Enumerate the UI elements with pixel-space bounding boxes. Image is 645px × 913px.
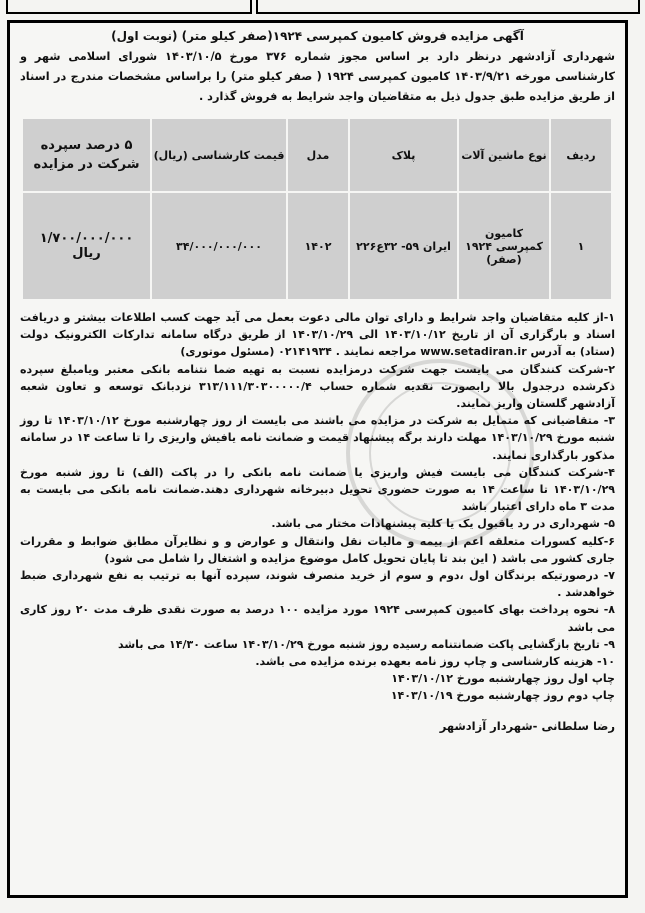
cell-appraised-price: ۳۴/۰۰۰/۰۰۰/۰۰۰	[151, 192, 287, 300]
cell-deposit: ۱/۷۰۰/۰۰۰/۰۰۰ ریال	[22, 192, 151, 300]
second-print-date: چاپ دوم روز چهارشنبه مورخ ۱۴۰۳/۱۰/۱۹	[390, 689, 615, 703]
clause-9: ۹- تاریخ بازگشایی پاکت ضمانتنامه رسیده روز شنبه مورخ ۱۴۰۳/۱۰/۲۹ ساعت ۱۴/۳۰ می باشد	[118, 637, 615, 651]
top-page-edge	[0, 0, 645, 14]
clause-10: ۱۰- هزینه کارشناسی و چاپ روز نامه بعهده برنده مزایده می باشد.	[255, 655, 615, 669]
clause-3: ۳- متقاضیانی که متمایل به شرکت در مزایده می باشند می بایست از روز چهارشنبه مورخ ۱۴۰۳/۱۰/۱۲ تا روز شنبه مورخ ۱۴۰۳/۱۰/۲۹ مهلت دارند برگه پیشنهاد قیمت و ضمانت نامه یافیش واریزی را تا ساعت ۱۴ در سامانه مذکور بارگذاری نمایند.	[20, 414, 615, 462]
clause-1	[20, 309, 615, 361]
clause-1-tail: مراجعه نمایند .	[335, 345, 417, 359]
cell-model: ۱۴۰۲	[287, 192, 349, 300]
clause-1-text: ۱-از کلیه متقاضیان واجد شرایط و دارای توان مالی دعوت بعمل می آید جهت کسب اطلاعات بیشتر و دریافت اسناد و بارگزاری آن از تاریخ ۱۴۰۳/۱۰/۱۲ الی ۱۴۰۳/۱۰/۲۹ از طریق درگاه سامانه تدارکات الکترونیک دولت (ستاد) به آدرس	[20, 311, 615, 359]
clauses-list	[20, 309, 615, 705]
clause-6: ۶-کلیه کسورات متعلقه اعم از بیمه و مالیات نقل وانتقال و عوارض و و نظایرآن مطابق ضوابط و مقررات جاری کشور می باشد ( این بند تا پایان تحویل کامل موضوع مزایده و اشتغال را شامل می شود)	[20, 534, 615, 565]
clause-5: ۵- شهرداری در رد یاقبول یک یا کلیه پیشنهادات مختار می باشد.	[271, 517, 615, 531]
header-model: مدل	[287, 118, 349, 192]
adjacent-ad-border-right	[256, 0, 640, 14]
header-appraised-price: قیمت کارشناسی (ریال)	[151, 118, 287, 192]
first-print-date: چاپ اول روز چهارشنبه مورخ ۱۴۰۳/۱۰/۱۲	[391, 672, 615, 686]
cell-row-number: ۱	[550, 192, 612, 300]
spec-table	[21, 117, 613, 301]
cell-machine-type: کامیون کمپرسی ۱۹۲۴ (صفر)	[458, 192, 550, 300]
clause-8: ۸- نحوه پرداخت بهای کامیون کمپرسی ۱۹۲۴ مورد مزایده ۱۰۰ درصد به صورت نقدی ظرف مدت ۲۰ روز کاری می باشد	[20, 603, 615, 634]
header-plate: پلاک	[349, 118, 458, 192]
clause-4: ۴-شرکت کنندگان می بایست فیش واریزی یا ضمانت نامه بانکی را در پاکت (الف) تا روز شنبه مورخ ۱۴۰۳/۱۰/۲۹ تا ساعت ۱۴ به صورت حضوری تحویل دبیرخانه شهرداری دهند.ضمانت نامه بانکی می بایست به مدت ۳ ماه دارای اعتبار باشد	[20, 465, 615, 514]
adjacent-ad-border-left	[6, 0, 252, 14]
signature: رضا سلطانی -شهردار آزادشهر	[439, 718, 615, 733]
setad-link[interactable]: www.setadiran.ir	[420, 345, 527, 359]
auction-notice	[7, 20, 628, 898]
cell-plate: ایران ۵۹- ۳۲ع۲۲۶	[349, 192, 458, 300]
spec-table-header-row	[22, 118, 612, 192]
header-deposit: ۵ درصد سپرده شرکت در مزایده	[22, 118, 151, 192]
notice-title: آگهی مزایده فروش کامیون کمپرسی ۱۹۲۴(صفر کیلو متر) (نوبت اول)	[111, 29, 524, 43]
table-row	[22, 192, 612, 300]
notice-intro: شهرداری آزادشهر درنظر دارد بر اساس مجوز شماره ۳۷۶ مورخ ۱۴۰۳/۱۰/۵ شورای اسلامی شهر و کارشناسی مورخه ۱۴۰۳/۹/۲۱ کامیون کمپرسی ۱۹۲۴ ( صفر کیلو متر) را براساس مشخصات مندرج در اسناد از طریق مزایده طبق جدول ذیل به متقاضیان واجد شرایط به فروش گذارد .	[20, 50, 615, 103]
clause-2: ۲-شرکت کنندگان می بایست جهت شرکت درمزایده نسبت به تهیه ضما نتنامه بانکی معتبر ویامبلغ سپرده ذکرشده درجدول بالا رابصورت نقدیه شماره حساب ۳۱۳/۱۱۱/۳۰۳۰۰۰۰۰/۴ نزدبانک توسعه و تعاون شعبه آزادشهر گلستان واریز نمایند.	[20, 362, 615, 411]
clause-1-phone: ۰۲۱۴۱۹۳۴ (مسئول موتوری)	[180, 345, 332, 359]
header-machine-type: نوع ماشین آلات	[458, 118, 550, 192]
clause-7: ۷- درصورتیکه برندگان اول ،دوم و سوم از خرید منصرف شوند، سپرده آنها به ترتیب به نفع شهرداری ضبط خواهدشد .	[20, 569, 615, 600]
header-row-number: ردیف	[550, 118, 612, 192]
